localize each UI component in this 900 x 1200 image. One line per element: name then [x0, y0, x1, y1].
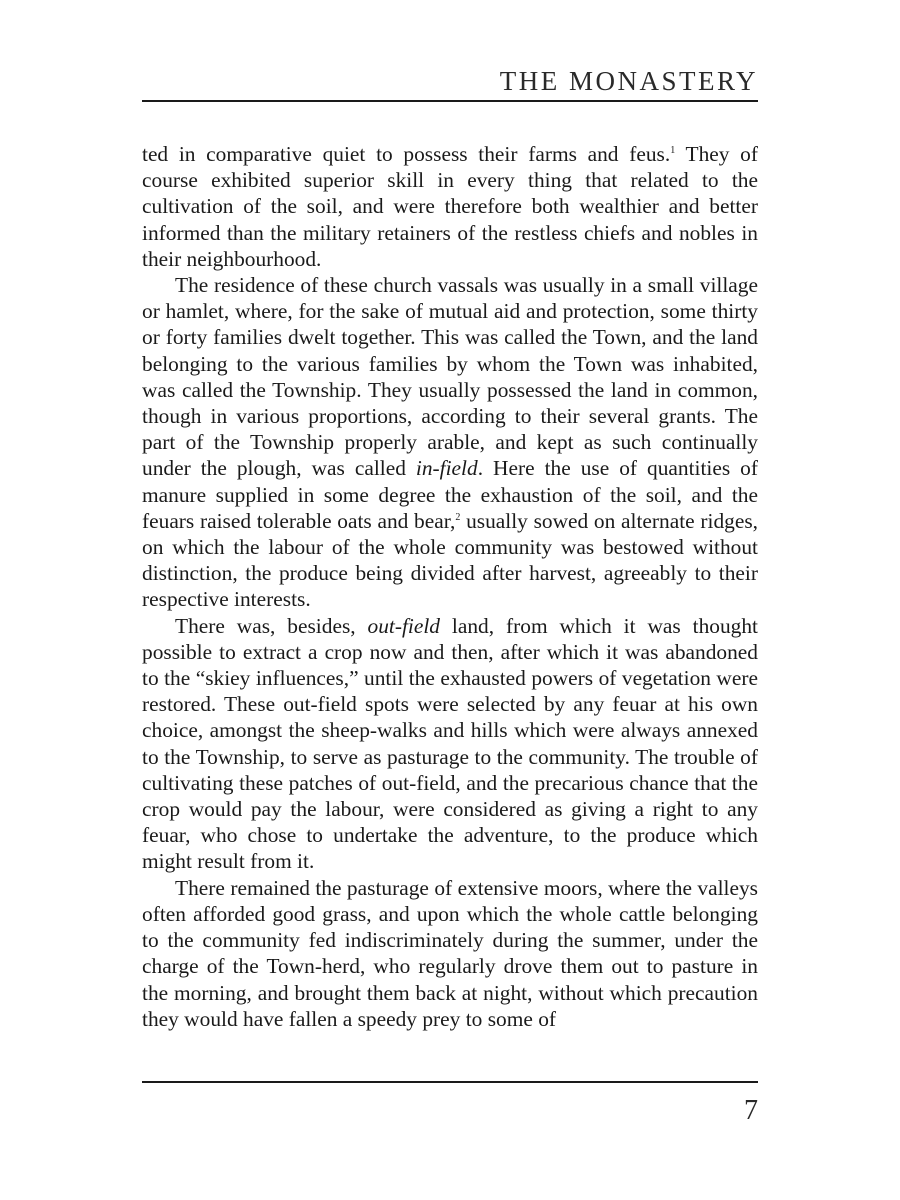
- page-number: 7: [744, 1095, 758, 1126]
- paragraph-4-text: There remained the pasturage of extensive moors, where the valleys often afforded good grass, and upon which the whole cattle belonging to the community fed indiscriminately during the summer, under the charge of the Town-herd, who regularly drove them out to pasture in the morning, and brought them back at night, without which precaution they would have fallen a speedy prey to some of: [142, 875, 758, 1031]
- paragraph-1-text: ted in comparative quiet to possess their farms and feus.: [142, 142, 671, 166]
- paragraph-1: [142, 141, 758, 272]
- paragraph-2-text: The residence of these church vassals was usually in a small village or hamlet, where, for the sake of mutual aid and protection, some thirty or forty families dwelt together. This was called the Town, and the land belonging to the various families by whom the Town was inhabited, was called the Township. They usually possessed the land in common, though in various proportions, according to their several grants. The part of the Township properly arable, and kept as such continually under the plough, was called: [142, 273, 758, 481]
- paragraph-1-text-cont: They of course exhibited superior skill in every thing that related to the cultivation of the soil, and were therefore both wealthier and better informed than the military retainers of the restless chiefs and nobles in their neighbourhood.: [142, 142, 758, 271]
- paragraph-4: [142, 875, 758, 1032]
- emphasis-out-field: out-field: [367, 613, 441, 638]
- running-head: THE MONASTERY: [499, 66, 758, 96]
- header-rule: [142, 100, 758, 102]
- paragraph-3-text-cont: land, from which it was thought possible to extract a crop now and then, after which it was abandoned to the “skiey influences,” until the exhausted powers of vegetation were restored. These out-field spots were selected by any feuar at his own choice, amongst the sheep-walks and hills which were always annexed to the Township, to serve as pasturage to the community. The trouble of cultivating these patches of out-field, and the precarious chance that the crop would pay the labour, were considered as giving a right to any feuar, who chose to undertake the adventure, to the produce which might result from it.: [142, 613, 758, 874]
- text-block: [142, 141, 758, 1032]
- paragraph-2: [142, 272, 758, 613]
- paragraph-2-text-end: usually sowed on alternate ridges, on which the labour of the whole community was bestowed without distinction, the produce being divided after harvest, agreeably to their respective interests.: [142, 508, 758, 612]
- footer-rule: [142, 1081, 758, 1083]
- footnote-marker-1: 1: [670, 145, 676, 156]
- paragraph-3: [142, 613, 758, 875]
- paragraph-3-text: There was, besides,: [175, 613, 368, 638]
- paragraph-2-text-cont: . Here the use of quantities of manure supplied in some degree the exhaustion of the soil, and the feuars raised tolerable oats and bear,: [142, 456, 759, 533]
- emphasis-in-field: in-field: [415, 456, 478, 481]
- footnote-marker-2: 2: [455, 511, 461, 523]
